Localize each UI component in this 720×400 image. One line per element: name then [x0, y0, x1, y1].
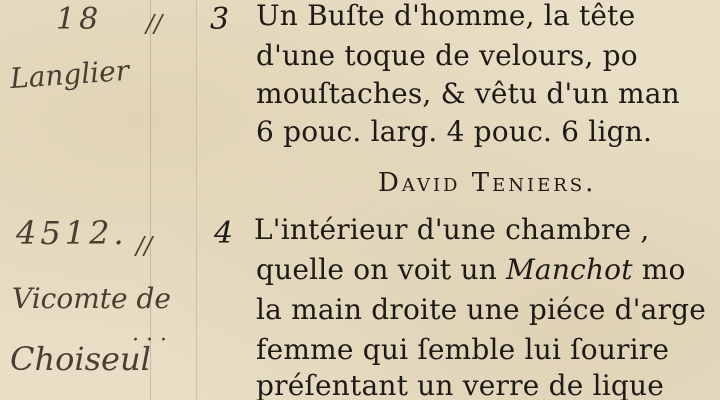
lot-text-line: mouſtaches, & vêtu d'un man: [256, 77, 680, 110]
artist-heading: David Teniers.: [378, 168, 597, 198]
lot-text-line: préſentant un verre de lique: [256, 369, 665, 400]
lot-text-line: L'intérieur d'une chambre ,: [254, 213, 650, 246]
lot-number: 4: [214, 216, 234, 251]
handwritten-buyer: Vicomte de: [12, 282, 171, 315]
lot-number: 3: [210, 2, 230, 37]
lot-text-segment: mo: [632, 253, 686, 286]
lot-text-line: femme qui ſemble lui ſourire: [256, 333, 670, 366]
handwritten-buyer: Langlier: [8, 53, 131, 96]
lot-text-line: [256, 253, 686, 286]
handwritten-mark: //: [136, 232, 153, 260]
handwritten-mark: //: [146, 10, 163, 38]
lot-text-line: Un Buſte d'homme, la tête: [256, 0, 636, 32]
margin-rule: [196, 0, 197, 400]
lot-text-italic: Manchot: [506, 253, 633, 286]
lot-text-line: d'une toque de velours, po: [256, 39, 638, 72]
lot-text-line: la main droite une piéce d'arge: [256, 293, 707, 326]
handwritten-dots: · · ·: [132, 328, 167, 353]
lot-text-line: 6 pouc. larg. 4 pouc. 6 lign.: [256, 115, 653, 148]
handwritten-price: 18: [56, 2, 103, 37]
handwritten-buyer: Choiseul: [10, 340, 151, 378]
handwritten-price: 4512.: [16, 214, 128, 252]
lot-text-segment: quelle on voit un: [256, 253, 507, 286]
